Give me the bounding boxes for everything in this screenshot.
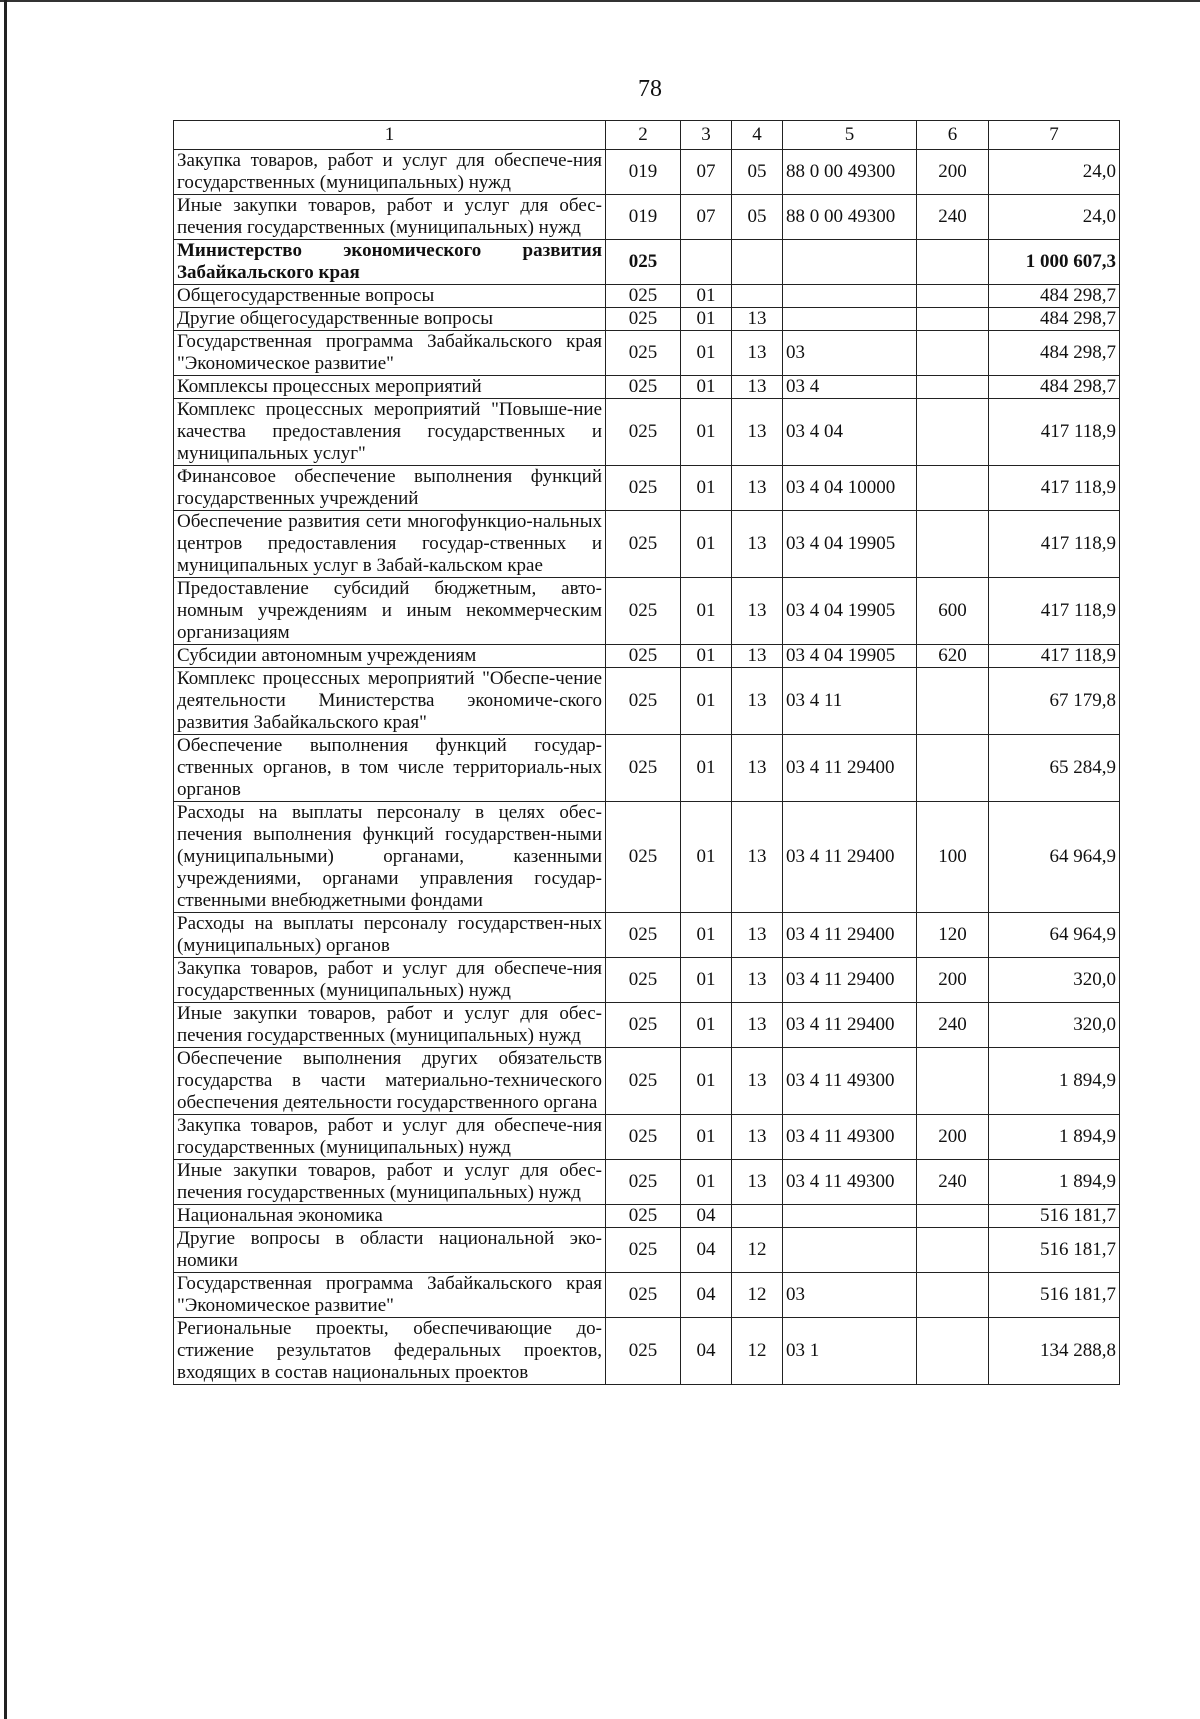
row-section-code-cell: 01 [681, 913, 732, 958]
row-admin-code-cell: 025 [606, 1160, 681, 1205]
row-amount-cell: 484 298,7 [989, 285, 1120, 308]
row-name-cell: Иные закупки товаров, работ и услуг для обес-печения государственных (муниципальных) нужд [174, 1160, 606, 1205]
row-amount-cell: 1 000 607,3 [989, 240, 1120, 285]
row-subsection-code-cell [732, 1205, 783, 1228]
row-amount-cell: 320,0 [989, 1003, 1120, 1048]
row-admin-code-cell: 025 [606, 578, 681, 645]
table-row [174, 1160, 1120, 1205]
row-admin-code-cell: 025 [606, 645, 681, 668]
row-subsection-code-cell: 13 [732, 1115, 783, 1160]
row-name-cell: Предоставление субсидий бюджетным, авто-номным учреждениям и иным некоммерческим организациям [174, 578, 606, 645]
row-target-code-cell: 88 0 00 49300 [783, 150, 917, 195]
table-row [174, 399, 1120, 466]
row-admin-code-cell: 019 [606, 150, 681, 195]
row-expense-type-cell: 600 [917, 578, 989, 645]
table-row [174, 913, 1120, 958]
row-subsection-code-cell: 05 [732, 150, 783, 195]
column-header: 2 [606, 121, 681, 150]
row-amount-cell: 64 964,9 [989, 913, 1120, 958]
row-target-code-cell: 03 1 [783, 1318, 917, 1385]
row-amount-cell: 24,0 [989, 150, 1120, 195]
row-subsection-code-cell [732, 240, 783, 285]
row-subsection-code-cell: 13 [732, 645, 783, 668]
page-number: 78 [638, 76, 662, 102]
row-expense-type-cell [917, 1205, 989, 1228]
row-subsection-code-cell: 12 [732, 1318, 783, 1385]
row-section-code-cell: 01 [681, 1048, 732, 1115]
column-header: 3 [681, 121, 732, 150]
row-name-cell: Иные закупки товаров, работ и услуг для обес-печения государственных (муниципальных) нужд [174, 1003, 606, 1048]
row-expense-type-cell [917, 285, 989, 308]
row-admin-code-cell: 025 [606, 285, 681, 308]
table-row [174, 1318, 1120, 1385]
row-target-code-cell: 03 4 11 29400 [783, 802, 917, 913]
row-subsection-code-cell: 13 [732, 1003, 783, 1048]
table-row [174, 195, 1120, 240]
column-header: 4 [732, 121, 783, 150]
row-target-code-cell: 03 4 04 [783, 399, 917, 466]
scan-edge-top [0, 0, 1200, 2]
row-name-cell: Комплекс процессных мероприятий "Повыше-ние качества предоставления государственных и муниципальных услуг" [174, 399, 606, 466]
table-row [174, 150, 1120, 195]
row-admin-code-cell: 025 [606, 511, 681, 578]
row-admin-code-cell: 025 [606, 399, 681, 466]
budget-table [173, 120, 1120, 1385]
row-name-cell: Обеспечение выполнения других обязательств государства в части материально-технического обеспечения деятельности государственного органа [174, 1048, 606, 1115]
row-expense-type-cell [917, 466, 989, 511]
row-admin-code-cell: 025 [606, 668, 681, 735]
row-name-cell: Закупка товаров, работ и услуг для обеспече-ния государственных (муниципальных) нужд [174, 958, 606, 1003]
row-admin-code-cell: 025 [606, 240, 681, 285]
row-subsection-code-cell: 13 [732, 1048, 783, 1115]
row-subsection-code-cell: 13 [732, 466, 783, 511]
row-target-code-cell: 03 4 11 29400 [783, 913, 917, 958]
row-target-code-cell: 03 4 11 49300 [783, 1160, 917, 1205]
row-admin-code-cell: 025 [606, 1003, 681, 1048]
row-section-code-cell: 01 [681, 578, 732, 645]
row-target-code-cell [783, 240, 917, 285]
row-amount-cell: 417 118,9 [989, 511, 1120, 578]
row-expense-type-cell: 240 [917, 195, 989, 240]
row-expense-type-cell [917, 668, 989, 735]
row-admin-code-cell: 025 [606, 1048, 681, 1115]
table-row [174, 958, 1120, 1003]
column-header: 1 [174, 121, 606, 150]
table-row [174, 1003, 1120, 1048]
row-expense-type-cell [917, 1273, 989, 1318]
row-section-code-cell: 01 [681, 735, 732, 802]
row-expense-type-cell [917, 735, 989, 802]
row-section-code-cell: 01 [681, 308, 732, 331]
row-amount-cell: 417 118,9 [989, 466, 1120, 511]
row-expense-type-cell: 100 [917, 802, 989, 913]
row-amount-cell: 64 964,9 [989, 802, 1120, 913]
row-target-code-cell: 03 4 [783, 376, 917, 399]
row-admin-code-cell: 025 [606, 958, 681, 1003]
row-expense-type-cell [917, 331, 989, 376]
row-subsection-code-cell: 13 [732, 376, 783, 399]
row-subsection-code-cell: 13 [732, 308, 783, 331]
row-amount-cell: 417 118,9 [989, 578, 1120, 645]
row-section-code-cell: 01 [681, 958, 732, 1003]
table-row [174, 1273, 1120, 1318]
row-amount-cell: 516 181,7 [989, 1273, 1120, 1318]
row-subsection-code-cell: 13 [732, 913, 783, 958]
row-section-code-cell: 01 [681, 466, 732, 511]
row-amount-cell: 24,0 [989, 195, 1120, 240]
row-section-code-cell: 04 [681, 1318, 732, 1385]
row-section-code-cell: 01 [681, 1003, 732, 1048]
table-row [174, 511, 1120, 578]
row-expense-type-cell: 120 [917, 913, 989, 958]
row-name-cell: Комплексы процессных мероприятий [174, 376, 606, 399]
row-section-code-cell: 01 [681, 1160, 732, 1205]
row-subsection-code-cell: 05 [732, 195, 783, 240]
column-header: 7 [989, 121, 1120, 150]
row-name-cell: Субсидии автономным учреждениям [174, 645, 606, 668]
row-admin-code-cell: 025 [606, 1205, 681, 1228]
row-amount-cell: 1 894,9 [989, 1115, 1120, 1160]
row-subsection-code-cell: 13 [732, 511, 783, 578]
table-row [174, 802, 1120, 913]
row-target-code-cell: 03 4 04 10000 [783, 466, 917, 511]
row-target-code-cell: 03 4 11 49300 [783, 1048, 917, 1115]
row-expense-type-cell [917, 1318, 989, 1385]
row-target-code-cell [783, 1205, 917, 1228]
row-target-code-cell: 03 4 11 29400 [783, 958, 917, 1003]
table-row [174, 578, 1120, 645]
row-subsection-code-cell: 13 [732, 735, 783, 802]
row-name-cell: Закупка товаров, работ и услуг для обеспече-ния государственных (муниципальных) нужд [174, 150, 606, 195]
table-row [174, 331, 1120, 376]
table-row [174, 1205, 1120, 1228]
row-target-code-cell [783, 308, 917, 331]
row-subsection-code-cell: 13 [732, 958, 783, 1003]
row-expense-type-cell [917, 511, 989, 578]
row-admin-code-cell: 025 [606, 1273, 681, 1318]
row-section-code-cell: 01 [681, 511, 732, 578]
row-name-cell: Закупка товаров, работ и услуг для обеспече-ния государственных (муниципальных) нужд [174, 1115, 606, 1160]
row-amount-cell: 1 894,9 [989, 1048, 1120, 1115]
row-amount-cell: 134 288,8 [989, 1318, 1120, 1385]
row-section-code-cell: 01 [681, 376, 732, 399]
row-section-code-cell: 04 [681, 1273, 732, 1318]
row-admin-code-cell: 025 [606, 913, 681, 958]
row-section-code-cell: 04 [681, 1205, 732, 1228]
row-target-code-cell: 03 4 04 19905 [783, 511, 917, 578]
row-name-cell: Обеспечение выполнения функций государ-ственных органов, в том числе территориаль-ных органов [174, 735, 606, 802]
row-section-code-cell: 01 [681, 399, 732, 466]
row-name-cell: Иные закупки товаров, работ и услуг для обес-печения государственных (муниципальных) нужд [174, 195, 606, 240]
row-admin-code-cell: 025 [606, 1228, 681, 1273]
row-admin-code-cell: 025 [606, 466, 681, 511]
row-expense-type-cell [917, 1048, 989, 1115]
column-header: 5 [783, 121, 917, 150]
row-amount-cell: 67 179,8 [989, 668, 1120, 735]
row-target-code-cell: 03 4 11 29400 [783, 1003, 917, 1048]
column-header: 6 [917, 121, 989, 150]
table-row [174, 668, 1120, 735]
row-admin-code-cell: 025 [606, 735, 681, 802]
row-amount-cell: 1 894,9 [989, 1160, 1120, 1205]
row-section-code-cell: 07 [681, 195, 732, 240]
row-expense-type-cell [917, 1228, 989, 1273]
row-name-cell: Общегосударственные вопросы [174, 285, 606, 308]
row-name-cell: Финансовое обеспечение выполнения функций государственных учреждений [174, 466, 606, 511]
row-name-cell: Национальная экономика [174, 1205, 606, 1228]
row-section-code-cell: 01 [681, 285, 732, 308]
row-admin-code-cell: 025 [606, 331, 681, 376]
row-target-code-cell: 03 [783, 1273, 917, 1318]
row-name-cell: Комплекс процессных мероприятий "Обеспе-чение деятельности Министерства экономиче-ского развития Забайкальского края" [174, 668, 606, 735]
table-row [174, 308, 1120, 331]
row-section-code-cell: 01 [681, 802, 732, 913]
row-amount-cell: 320,0 [989, 958, 1120, 1003]
row-admin-code-cell: 019 [606, 195, 681, 240]
row-subsection-code-cell: 12 [732, 1273, 783, 1318]
row-target-code-cell: 03 4 04 19905 [783, 578, 917, 645]
row-name-cell: Расходы на выплаты персоналу в целях обес-печения выполнения функций государствен-ными (муниципальными) органами, казенными учреждениями, органами управления государ-ственными внебюджетными фондами [174, 802, 606, 913]
row-target-code-cell: 03 4 04 19905 [783, 645, 917, 668]
scan-edge-left [4, 0, 7, 1719]
row-target-code-cell: 03 4 11 49300 [783, 1115, 917, 1160]
table-row [174, 285, 1120, 308]
row-expense-type-cell [917, 240, 989, 285]
row-expense-type-cell [917, 376, 989, 399]
row-subsection-code-cell: 13 [732, 802, 783, 913]
row-target-code-cell [783, 285, 917, 308]
row-name-cell: Государственная программа Забайкальского края "Экономическое развитие" [174, 1273, 606, 1318]
row-admin-code-cell: 025 [606, 1115, 681, 1160]
row-amount-cell: 484 298,7 [989, 376, 1120, 399]
row-subsection-code-cell: 13 [732, 1160, 783, 1205]
row-expense-type-cell [917, 399, 989, 466]
row-name-cell: Обеспечение развития сети многофункцио-нальных центров предоставления государ-ственных и муниципальных услуг в Забай-кальском крае [174, 511, 606, 578]
row-section-code-cell: 01 [681, 645, 732, 668]
row-subsection-code-cell: 12 [732, 1228, 783, 1273]
table-row [174, 1048, 1120, 1115]
table-row [174, 466, 1120, 511]
table-row [174, 735, 1120, 802]
row-admin-code-cell: 025 [606, 376, 681, 399]
row-expense-type-cell: 200 [917, 1115, 989, 1160]
row-name-cell: Другие вопросы в области национальной эко-номики [174, 1228, 606, 1273]
row-amount-cell: 516 181,7 [989, 1205, 1120, 1228]
table-row [174, 376, 1120, 399]
row-section-code-cell: 01 [681, 331, 732, 376]
row-name-cell: Государственная программа Забайкальского края "Экономическое развитие" [174, 331, 606, 376]
row-name-cell: Региональные проекты, обеспечивающие до-стижение результатов федеральных проектов, входящих в состав национальных проектов [174, 1318, 606, 1385]
table-row [174, 1115, 1120, 1160]
row-subsection-code-cell [732, 285, 783, 308]
row-amount-cell: 417 118,9 [989, 645, 1120, 668]
row-name-cell: Министерство экономического развития Забайкальского края [174, 240, 606, 285]
row-target-code-cell [783, 1228, 917, 1273]
row-subsection-code-cell: 13 [732, 399, 783, 466]
row-section-code-cell: 04 [681, 1228, 732, 1273]
row-target-code-cell: 03 4 11 [783, 668, 917, 735]
row-name-cell: Другие общегосударственные вопросы [174, 308, 606, 331]
row-amount-cell: 484 298,7 [989, 308, 1120, 331]
row-subsection-code-cell: 13 [732, 578, 783, 645]
row-target-code-cell: 03 4 11 29400 [783, 735, 917, 802]
row-subsection-code-cell: 13 [732, 331, 783, 376]
row-section-code-cell: 07 [681, 150, 732, 195]
row-amount-cell: 484 298,7 [989, 331, 1120, 376]
row-target-code-cell: 88 0 00 49300 [783, 195, 917, 240]
row-amount-cell: 516 181,7 [989, 1228, 1120, 1273]
row-name-cell: Расходы на выплаты персоналу государствен-ных (муниципальных) органов [174, 913, 606, 958]
row-expense-type-cell: 200 [917, 958, 989, 1003]
row-target-code-cell: 03 [783, 331, 917, 376]
row-expense-type-cell: 620 [917, 645, 989, 668]
row-admin-code-cell: 025 [606, 802, 681, 913]
row-section-code-cell [681, 240, 732, 285]
row-admin-code-cell: 025 [606, 1318, 681, 1385]
table-row [174, 645, 1120, 668]
row-expense-type-cell: 240 [917, 1160, 989, 1205]
row-expense-type-cell: 240 [917, 1003, 989, 1048]
row-subsection-code-cell: 13 [732, 668, 783, 735]
row-admin-code-cell: 025 [606, 308, 681, 331]
row-amount-cell: 417 118,9 [989, 399, 1120, 466]
row-section-code-cell: 01 [681, 668, 732, 735]
table-header-row [174, 121, 1120, 150]
row-expense-type-cell [917, 308, 989, 331]
table-row [174, 1228, 1120, 1273]
row-amount-cell: 65 284,9 [989, 735, 1120, 802]
row-expense-type-cell: 200 [917, 150, 989, 195]
table-row [174, 240, 1120, 285]
row-section-code-cell: 01 [681, 1115, 732, 1160]
